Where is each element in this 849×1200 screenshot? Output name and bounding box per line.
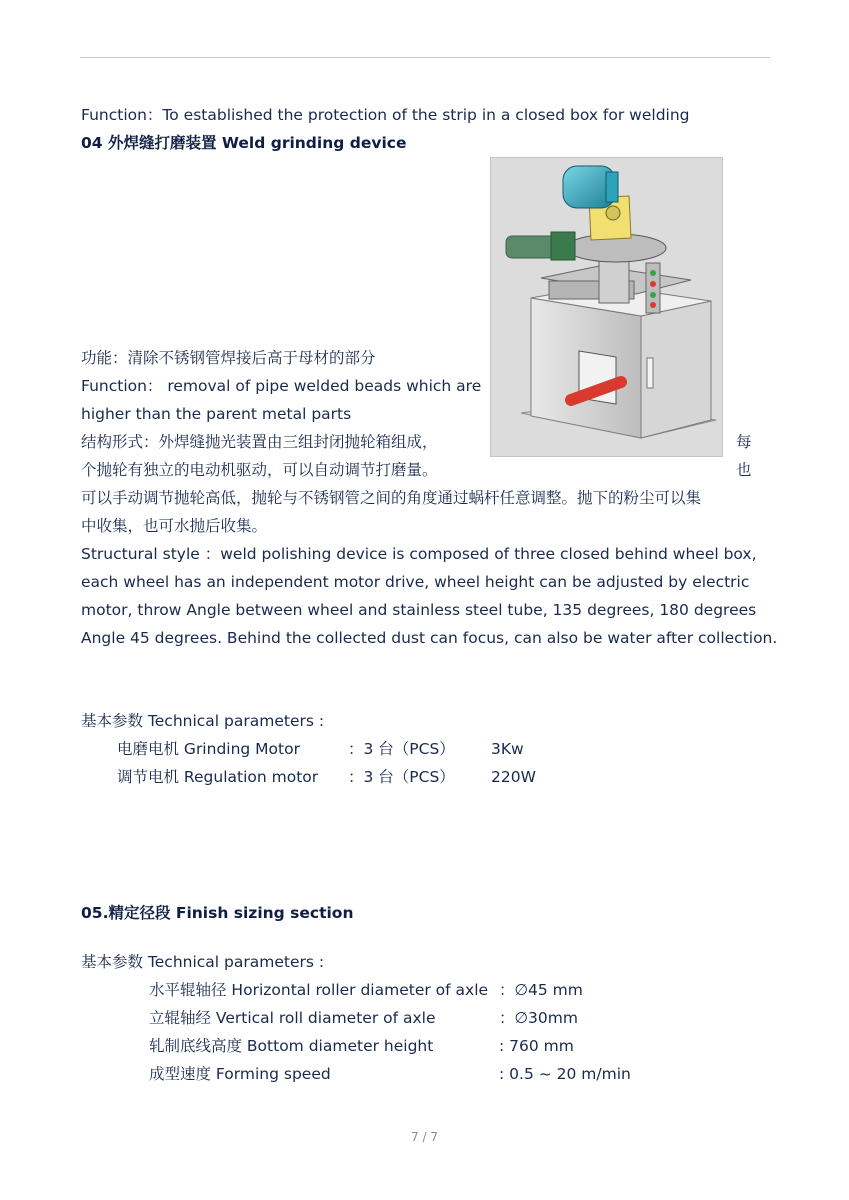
- param-bottom-height-name: 轧制底线高度 Bottom diameter height: [149, 1037, 434, 1055]
- side-char-1: 每: [736, 433, 752, 451]
- function-line: Function：To established the protection of the strip in a closed box for welding: [81, 106, 690, 124]
- body-line-11: Angle 45 degrees. Behind the collected dust can focus, can also be water after collection.: [81, 629, 778, 647]
- param-forming-speed-name: 成型速度 Forming speed: [149, 1065, 331, 1083]
- body-line-9: each wheel has an independent motor drive, wheel height can be adjusted by electric: [81, 573, 750, 591]
- body-line-6: 可以手动调节抛轮高低，抛轮与不锈钢管之间的角度通过蜗杆任意调整。抛下的粉尘可以集: [81, 489, 702, 507]
- param-bottom-height-value: : 760 mm: [499, 1037, 574, 1055]
- param-vertical-roll-value: ：∅30mm: [499, 1009, 578, 1027]
- body-line-10: motor, throw Angle between wheel and stainless steel tube, 135 degrees, 180 degrees: [81, 601, 757, 619]
- weld-grinding-device-image: [490, 157, 723, 457]
- side-char-2: 也: [736, 461, 752, 479]
- section-04-params-label: 基本参数 Technical parameters :: [81, 712, 325, 730]
- param-grinding-motor-name: 电磨电机 Grinding Motor: [117, 740, 300, 758]
- param-regulation-motor-value: 220W: [491, 768, 536, 786]
- param-grinding-motor-qty: ：3 台（PCS）: [348, 740, 455, 758]
- param-grinding-motor-value: 3Kw: [491, 740, 524, 758]
- param-vertical-roll-name: 立辊轴经 Vertical roll diameter of axle: [149, 1009, 436, 1027]
- param-regulation-motor-qty: ：3 台（PCS）: [348, 768, 455, 786]
- header-rule: [80, 57, 770, 58]
- page-number: 7 / 7: [411, 1130, 438, 1144]
- body-line-7: 中收集，也可水抛后收集。: [81, 517, 268, 535]
- section-05-params-label: 基本参数 Technical parameters :: [81, 953, 325, 971]
- body-line-5: 个抛轮有独立的电动机驱动，可以自动调节打磨量。: [81, 461, 438, 479]
- param-horizontal-roller-value: ：∅45 mm: [499, 981, 583, 999]
- body-line-3: higher than the parent metal parts: [81, 405, 352, 423]
- section-04-heading: 04 外焊缝打磨装置 Weld grinding device: [81, 134, 407, 152]
- body-line-1: 功能：清除不锈钢管焊接后高于母材的部分: [81, 349, 376, 367]
- param-horizontal-roller-name: 水平辊轴径 Horizontal roller diameter of axle: [149, 981, 489, 999]
- section-05-heading: 05.精定径段 Finish sizing section: [81, 904, 354, 922]
- param-regulation-motor-name: 调节电机 Regulation motor: [117, 768, 319, 786]
- param-forming-speed-value: : 0.5 ~ 20 m/min: [499, 1065, 631, 1083]
- body-line-8: Structural style ：weld polishing device is composed of three closed behind wheel box,: [81, 545, 757, 563]
- body-line-2: Function： removal of pipe welded beads which are: [81, 377, 482, 395]
- body-line-4: 结构形式：外焊缝抛光装置由三组封闭抛轮箱组成，: [81, 433, 438, 451]
